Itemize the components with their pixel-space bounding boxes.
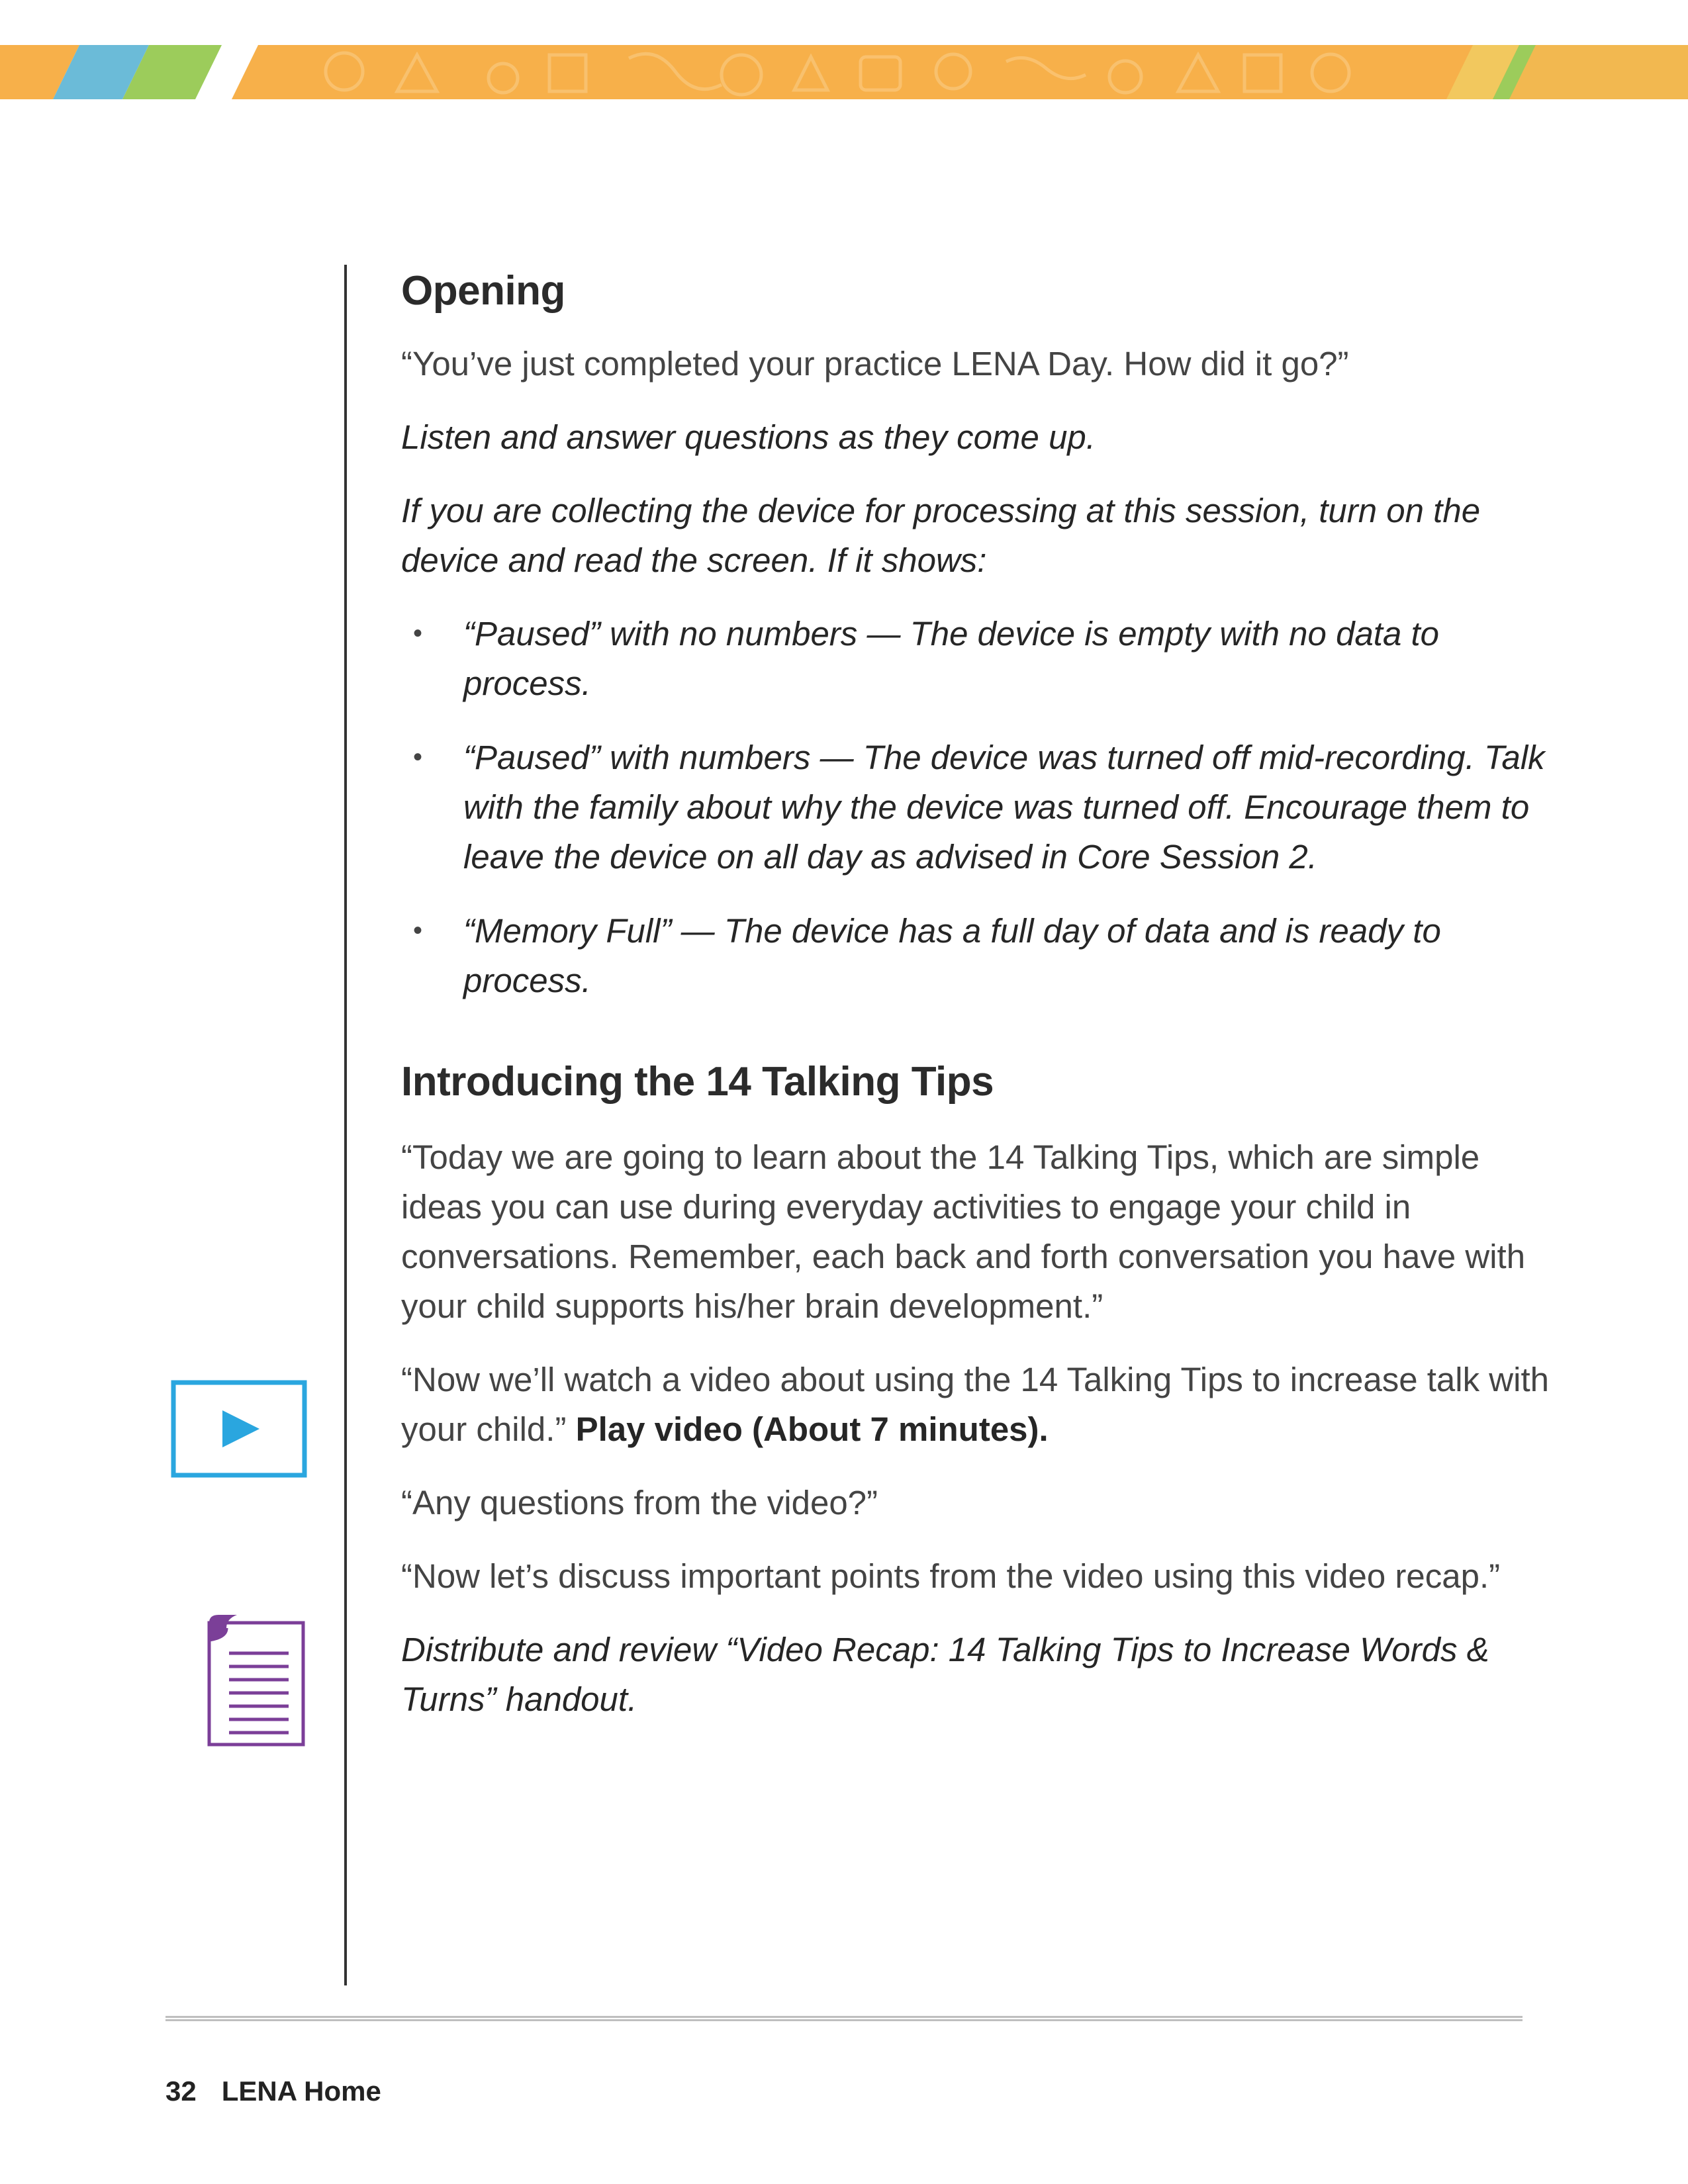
list-item: • “Paused” with numbers — The device was turned off mid-recording. Talk with the family about why the device was turned off. Encourage them to leave the device on all day as advised in Core Session 2. [401,733,1566,882]
main-content [401,263,1566,1724]
talking-tips-intro: “Today we are going to learn about the 14 Talking Tips, which are simple ideas you can use during everyday activities to engage your child in conversations. Remember, each back and forth conversation you have with your child supports his/her brain development.” [401,1138,1526,1325]
video-recap-intro: “Now let’s discuss important points from the video using this video recap.” [401,1557,1501,1595]
instruction-listen: Listen and answer questions as they come up. [401,418,1096,456]
heading-introducing-talking-tips: Introducing the 14 Talking Tips [401,1059,994,1105]
footer-divider [165,2016,1523,2021]
margin-vertical-rule [344,265,347,1985]
page-number: 32 [165,2075,197,2107]
list-item: • “Memory Full” — The device has a full day of data and is ready to process. [401,906,1566,1005]
instruction-collect-device: If you are collecting the device for processing at this session, turn on the device and read the screen. If it shows: [401,492,1481,579]
video-questions: “Any questions from the video?” [401,1484,878,1522]
page-footer [165,2075,406,2107]
play-video-icon [171,1380,307,1478]
bullet-icon: • [413,619,423,648]
instruction-distribute-handout: Distribute and review “Video Recap: 14 Talking Tips to Increase Words & Turns” handout. [401,1631,1489,1718]
bullet-icon: • [413,743,423,772]
decorative-banner [0,45,1688,99]
handout-document-icon [203,1614,310,1749]
heading-opening: Opening [401,268,565,314]
play-video-instruction: Play video (About 7 minutes). [575,1410,1049,1448]
opening-question: “You’ve just completed your practice LENA Day. How did it go?” [401,345,1349,383]
list-item: • “Paused” with no numbers — The device is empty with no data to process. [401,609,1566,708]
video-intro: “Now we’ll watch a video about using the 14 Talking Tips to increase talk with your child.” Play video (About 7 minutes). [401,1361,1549,1448]
device-status-list [401,609,1566,1005]
bullet-icon: • [413,916,423,945]
footer-title: LENA Home [221,2075,381,2107]
